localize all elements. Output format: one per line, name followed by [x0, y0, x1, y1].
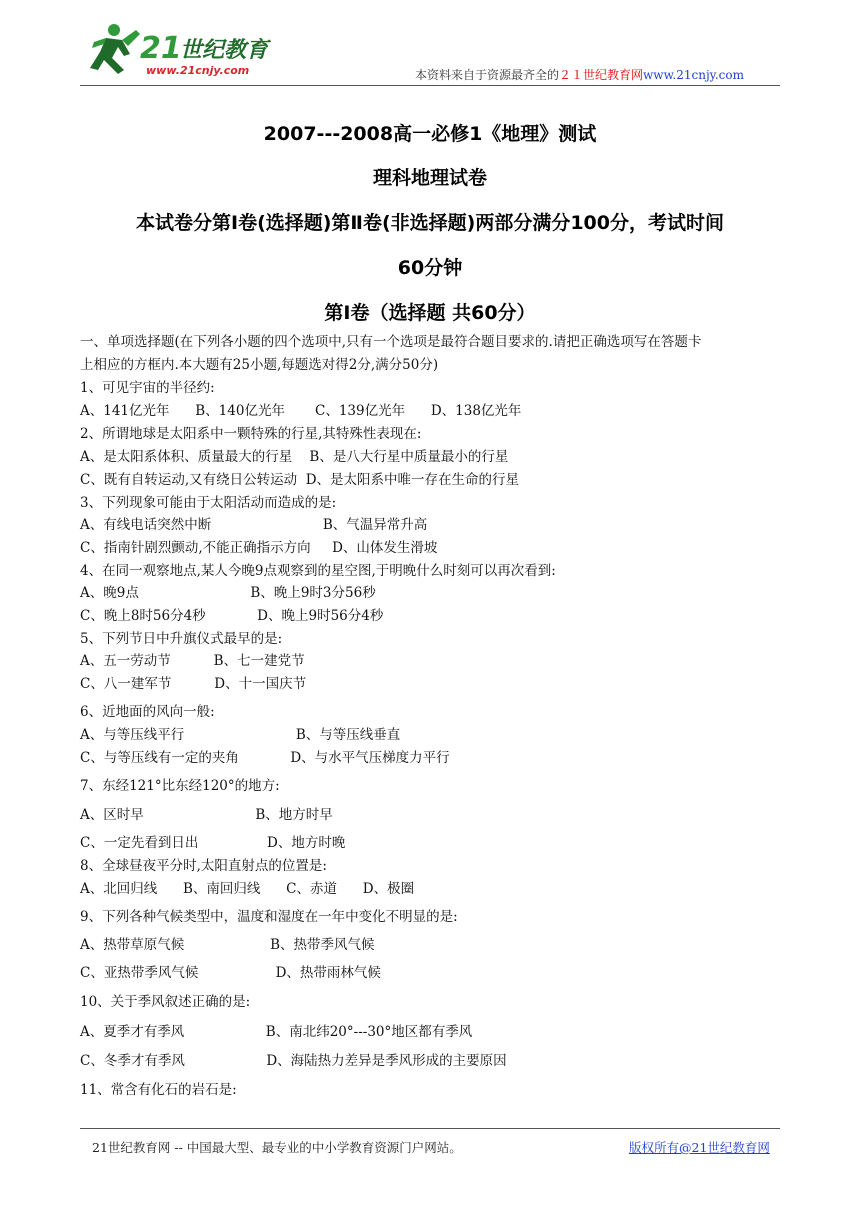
question-2-options-ab: A、是太阳系体积、质量最大的行星 B、是八大行星中质量最小的行星 [80, 449, 509, 465]
question-1: 1、可见宇宙的半径约: [80, 380, 215, 396]
question-11: 11、常含有化石的岩石是: [80, 1082, 237, 1098]
exam-title: 2007---2008高一必修1《地理》测试 [263, 123, 597, 145]
question-10-options-ab: A、夏季才有季风 B、南北纬20°---30°地区都有季风 [80, 1024, 473, 1040]
source-prefix: 本资料来自于资源最齐全的 [415, 68, 560, 82]
question-7-options-cd: C、一定先看到日出 D、地方时晚 [80, 835, 346, 851]
question-6-options-cd: C、与等压线有一定的夹角 D、与水平气压梯度力平行 [80, 750, 450, 766]
question-5: 5、下列节日中升旗仪式最早的是: [80, 631, 283, 647]
footer-text: 21世纪教育网 -- 中国最大型、最专业的中小学教育资源门户网站。 [92, 1140, 462, 1155]
question-1-options: A、141亿光年 B、140亿光年 C、139亿光年 D、138亿光年 [80, 403, 522, 419]
exam-duration: 60分钟 [397, 257, 463, 279]
question-3: 3、下列现象可能由于太阳活动而造成的是: [80, 495, 337, 511]
source-site-name[interactable]: ２１世纪教育网 [559, 68, 644, 82]
runner-icon [90, 24, 140, 74]
source-line [415, 66, 744, 83]
header-divider [80, 85, 780, 86]
question-7: 7、东经121°比东经120°的地方: [80, 778, 280, 794]
site-logo[interactable] [84, 20, 284, 82]
body-line: 一、单项选择题(在下列各小题的四个选项中,只有一个选项是最符合题目要求的.请把正确选项写在答题卡 [80, 334, 702, 350]
question-4: 4、在同一观察地点,某人今晚9点观察到的星空图,于明晚什么时刻可以再次看到: [80, 563, 556, 579]
question-10: 10、关于季风叙述正确的是: [80, 994, 251, 1010]
question-2-options-cd: C、既有自转运动,又有绕日公转运动 D、是太阳系中唯一存在生命的行星 [80, 472, 520, 488]
question-5-options-cd: C、八一建军节 D、十一国庆节 [80, 676, 307, 692]
footer-divider [80, 1128, 780, 1129]
source-site-url[interactable]: www.21cnjy.com [643, 68, 744, 82]
question-7-options-ab: A、区时早 B、地方时早 [80, 807, 333, 823]
svg-text:世纪教育: 世纪教育 [180, 38, 269, 63]
question-4-options-cd: C、晚上8时56分4秒 D、晚上9时56分4秒 [80, 608, 384, 624]
question-4-options-ab: A、晚9点 B、晚上9时3分56秒 [80, 585, 376, 601]
section-title: 第Ⅰ卷（选择题 共60分） [324, 302, 536, 324]
page-header [0, 0, 860, 92]
question-9-options-ab: A、热带草原气候 B、热带季风气候 [80, 937, 375, 953]
question-6-options-ab: A、与等压线平行 B、与等压线垂直 [80, 727, 401, 743]
question-6: 6、近地面的风向一般: [80, 704, 215, 720]
question-8-options: A、北回归线 B、南回归线 C、赤道 D、极圈 [80, 881, 415, 897]
question-8: 8、全球昼夜平分时,太阳直射点的位置是: [80, 858, 327, 874]
svg-text:21: 21 [140, 31, 182, 66]
copyright-link[interactable]: 版权所有@21世纪教育网 [629, 1140, 770, 1155]
question-3-options-cd: C、指南针剧烈颤动,不能正确指示方向 D、山体发生滑坡 [80, 540, 438, 556]
question-10-options-cd: C、冬季才有季风 D、海陆热力差异是季风形成的主要原因 [80, 1053, 507, 1069]
exam-subtitle: 理科地理试卷 [372, 167, 487, 189]
exam-description: 本试卷分第Ⅰ卷(选择题)第Ⅱ卷(非选择题)两部分满分100分，考试时间 [136, 212, 724, 234]
body-line: 上相应的方框内.本大题有25小题,每题选对得2分,满分50分) [80, 357, 439, 373]
question-5-options-ab: A、五一劳动节 B、七一建党节 [80, 653, 305, 669]
svg-text:www.21cnjy.com: www.21cnjy.com [146, 64, 250, 77]
question-9: 9、下列各种气候类型中，温度和湿度在一年中变化不明显的是: [80, 909, 458, 925]
question-9-options-cd: C、亚热带季风气候 D、热带雨林气候 [80, 965, 381, 981]
question-3-options-ab: A、有线电话突然中断 B、气温异常升高 [80, 517, 428, 533]
question-2: 2、所谓地球是太阳系中一颗特殊的行星,其特殊性表现在: [80, 426, 422, 442]
